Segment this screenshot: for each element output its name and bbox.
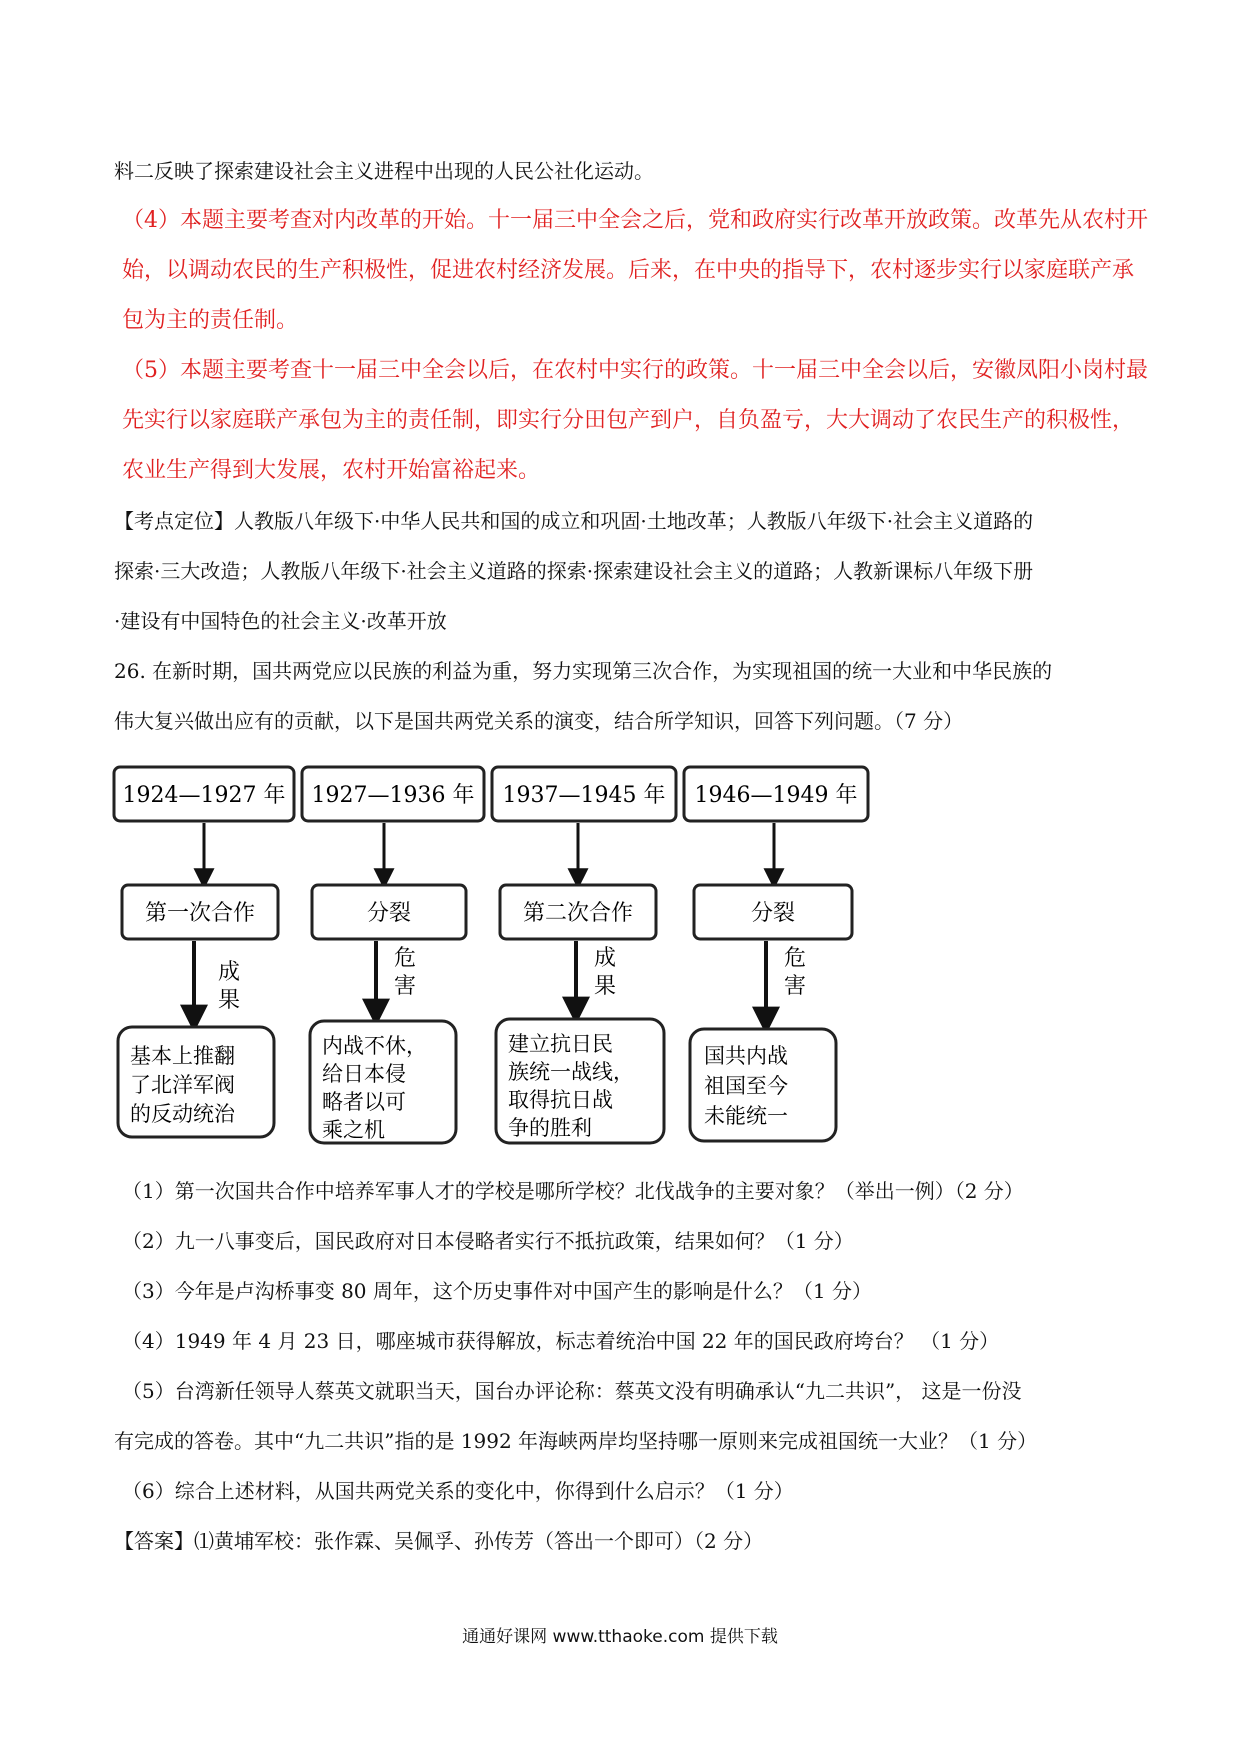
- question-stem: 伟大复兴做出应有的贡献，以下是国共两党关系的演变，结合所学知识，回答下列问题。（7 分）: [114, 709, 964, 733]
- analysis-line: 始，以调动农民的生产积极性，促进农村经济发展。后来，在中央的指导下，农村逐步实行以家庭联产承: [122, 258, 1135, 283]
- flow-column: [302, 767, 484, 1143]
- result-line: 了北洋军阀: [130, 1073, 235, 1097]
- flow-column: [492, 767, 676, 1143]
- stage-label: 第二次合作: [522, 901, 634, 926]
- result-line: 祖国至今: [704, 1074, 788, 1098]
- result-line: 争的胜利: [508, 1116, 592, 1140]
- analysis-line: （5）本题主要考查十一届三中全会以后，在农村中实行的政策。十一届三中全会以后，安徽凤阳小岗村最: [122, 358, 1149, 383]
- result-line: 略者以可: [322, 1090, 406, 1114]
- question-line: （4）1949 年 4 月 23 日，哪座城市获得解放，标志着统治中国 22 年的国民政府垮台？ （1 分）: [122, 1329, 1000, 1353]
- analysis-line: 农业生产得到大发展，农村开始富裕起来。: [122, 458, 541, 483]
- analysis-line: 先实行以家庭联产承包为主的责任制，即实行分田包产到户，自负盈亏，大大调动了农民生产的积极性，: [122, 408, 1135, 433]
- analysis-line: （4）本题主要考查对内改革的开始。十一届三中全会之后，党和政府实行改革开放政策。改革先从农村开: [122, 208, 1149, 233]
- page-footer: 通通好课网 www.tthaoke.com 提供下载: [462, 1627, 778, 1647]
- period-label: 1927—1936 年: [311, 783, 475, 808]
- key-point-line: 【考点定位】人教版八年级下·中华人民共和国的成立和巩固·土地改革；人教版八年级下·社会主义道路的: [114, 509, 1034, 533]
- flow-column: [114, 767, 294, 1137]
- question-line: （3）今年是卢沟桥事变 80 周年，这个历史事件对中国产生的影响是什么？（1 分）: [122, 1279, 872, 1303]
- arrow-label: 危: [784, 946, 807, 971]
- result-line: 内战不休，: [322, 1034, 427, 1058]
- result-line: 给日本侵: [322, 1062, 406, 1086]
- kmt-cpc-relations-diagram: [112, 765, 872, 1145]
- text-line: 料二反映了探索建设社会主义进程中出现的人民公社化运动。: [114, 159, 654, 183]
- result-line: 国共内战: [704, 1044, 788, 1068]
- arrow-label: 害: [784, 974, 807, 999]
- flow-column: [684, 767, 868, 1141]
- result-line: 乘之机: [322, 1118, 385, 1142]
- stage-label: 分裂: [750, 901, 796, 926]
- key-point-line: ·建设有中国特色的社会主义·改革开放: [114, 609, 447, 633]
- arrow-label: 成: [594, 946, 617, 971]
- arrow-label: 果: [218, 988, 241, 1013]
- analysis-line: 包为主的责任制。: [122, 308, 299, 333]
- result-line: 建立抗日民: [508, 1032, 613, 1056]
- result-line: 取得抗日战: [508, 1088, 613, 1112]
- question-line: （5）台湾新任领导人蔡英文就职当天，国台办评论称：蔡英文没有明确承认“九二共识”， 这是一份没: [122, 1379, 1022, 1403]
- arrow-label: 成: [218, 960, 241, 985]
- result-line: 族统一战线，: [508, 1060, 634, 1084]
- question-line: （1）第一次国共合作中培养军事人才的学校是哪所学校？北伐战争的主要对象？（举出一例）（2 分）: [122, 1179, 1024, 1203]
- question-stem: 26. 在新时期，国共两党应以民族的利益为重，努力实现第三次合作，为实现祖国的统一大业和中华民族的: [114, 659, 1053, 683]
- arrow-label: 害: [394, 974, 417, 999]
- stage-label: 分裂: [366, 901, 412, 926]
- period-label: 1937—1945 年: [502, 783, 666, 808]
- result-line: 的反动统治: [130, 1102, 235, 1126]
- answer-line: 【答案】⑴黄埔军校：张作霖、吴佩孚、孙传芳（答出一个即可）（2 分）: [114, 1529, 764, 1553]
- key-point-line: 探索·三大改造；人教版八年级下·社会主义道路的探索·探索建设社会主义的道路；人教新课标八年级下册: [114, 559, 1034, 583]
- period-label: 1946—1949 年: [694, 783, 858, 808]
- arrow-label: 果: [594, 974, 617, 999]
- stage-label: 第一次合作: [144, 901, 256, 926]
- arrow-label: 危: [394, 946, 417, 971]
- result-line: 基本上推翻: [130, 1044, 235, 1068]
- result-line: 未能统一: [704, 1104, 788, 1128]
- question-line: （2）九一八事变后，国民政府对日本侵略者实行不抵抗政策，结果如何？（1 分）: [122, 1229, 854, 1253]
- period-label: 1924—1927 年: [122, 783, 286, 808]
- question-line: 有完成的答卷。其中“九二共识”指的是 1992 年海峡两岸均坚持哪一原则来完成祖国统一大业？（1 分）: [114, 1429, 1038, 1453]
- question-line: （6）综合上述材料，从国共两党关系的变化中，你得到什么启示？（1 分）: [122, 1479, 794, 1503]
